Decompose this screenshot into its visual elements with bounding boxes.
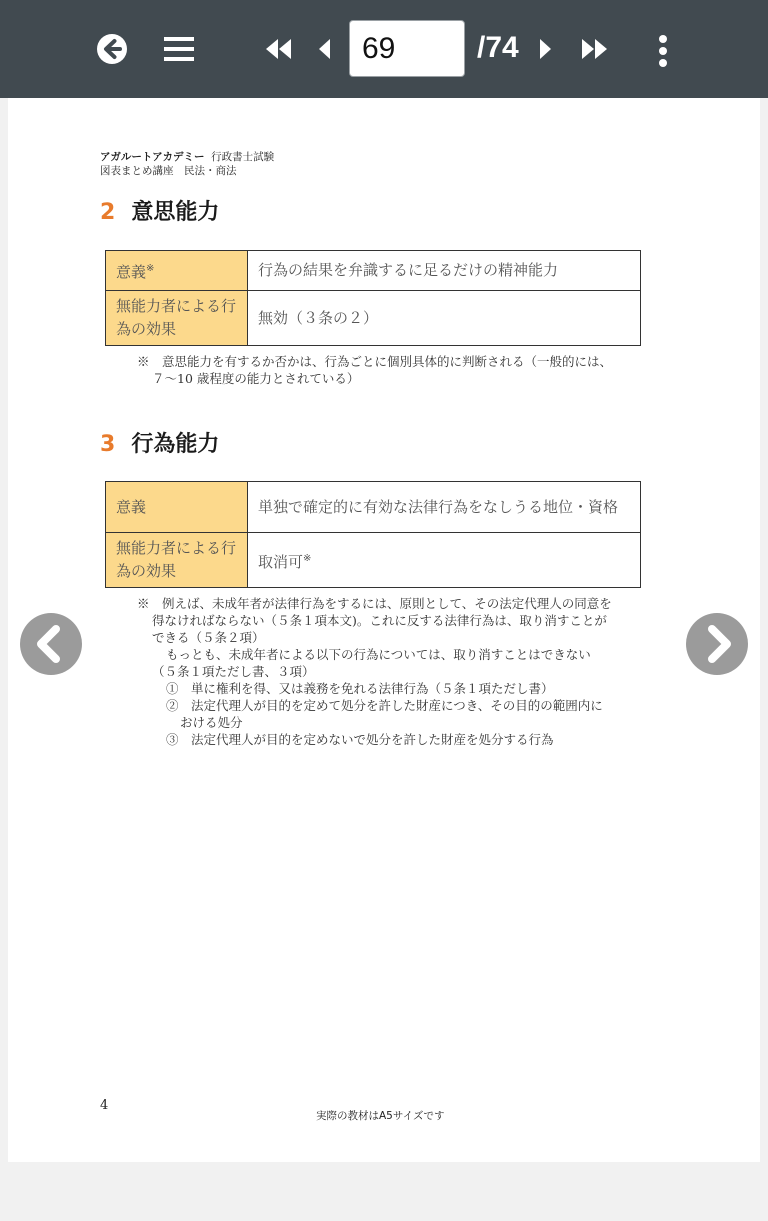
arrow-left-circle-icon [96,33,128,65]
table-row [106,533,641,588]
menu-button[interactable] [164,35,194,63]
section-2-title [100,198,219,228]
row-value: 単独で確定的に有効な法律行為をなしうる地位・資格 [248,482,641,533]
section-heading: 行為能力 [131,432,220,457]
note-line: ※ 例えば、未成年者が法律行為をするには、原則として、その法定代理人の同意を得なければならない（５条１項本文)。これに反する法律行為は、取り消すことができる（５条２項） [137,596,612,645]
section-3-note [137,595,615,748]
note-line: ③ 法定代理人が目的を定めないで処分を許した財産を処分する行為 [166,732,554,747]
page-total: /74 [477,31,519,64]
note-line: ② 法定代理人が目的を定めて処分を許した財産につき、その目的の範囲内における処分 [166,698,603,730]
caret-left-icon [318,38,332,60]
row-value: 行為の結果を弁識するに足るだけの精神能力 [248,251,641,291]
page-number-input[interactable] [349,20,465,77]
row-value: 取消可※ [248,533,641,588]
chevron-left-icon [20,613,82,675]
row-value: 無効（３条の２） [248,291,641,346]
section-2-note: ※ 意思能力を有するか否かは、行為ごとに個別具体的に判断される（一般的には、７～10 歳程度の能力とされている） [137,354,613,386]
next-page-button[interactable] [538,38,552,60]
section-2-table [105,250,641,346]
section-number: 2 [100,200,116,225]
prev-page-button[interactable] [318,38,332,60]
table-row [106,482,641,533]
back-button[interactable] [96,33,128,65]
footer-note: 実際の教材はA5サイズです [316,1110,445,1122]
chevron-right-icon [686,613,748,675]
table-row [106,251,641,291]
header-exam: 行政書士試験 [211,151,275,163]
viewer-toolbar [0,0,768,98]
row-label: 無能力者による行為の効果 [106,291,248,346]
row-label: 意義 [106,482,248,533]
page-number: 4 [100,1098,109,1113]
vertical-dots-icon [656,35,670,67]
prev-page-arrow[interactable] [20,613,82,675]
section-number: 3 [100,432,116,457]
fast-forward-icon [580,38,608,60]
more-options-button[interactable] [656,35,670,67]
first-page-button[interactable] [265,38,293,60]
section-3-table [105,481,641,588]
next-page-arrow[interactable] [686,613,748,675]
header-course: 図表まとめ講座 民法・商法 [100,165,237,177]
note-line: ① 単に権利を得、又は義務を免れる法律行為（５条１項ただし書） [166,681,554,696]
table-row [106,291,641,346]
row-label: 意義※ [106,251,248,291]
section-heading: 意思能力 [131,200,220,225]
last-page-button[interactable] [580,38,608,60]
header-brand: アガルートアカデミー [100,151,205,163]
fast-backward-icon [265,38,293,60]
hamburger-menu-icon [164,35,194,63]
caret-right-icon [538,38,552,60]
note-line: もっとも、未成年者による以下の行為については、取り消すことはできない（５条１項ただし書、３項） [152,647,591,679]
row-label: 無能力者による行為の効果 [106,533,248,588]
document-header [100,150,274,178]
section-3-title [100,430,219,460]
